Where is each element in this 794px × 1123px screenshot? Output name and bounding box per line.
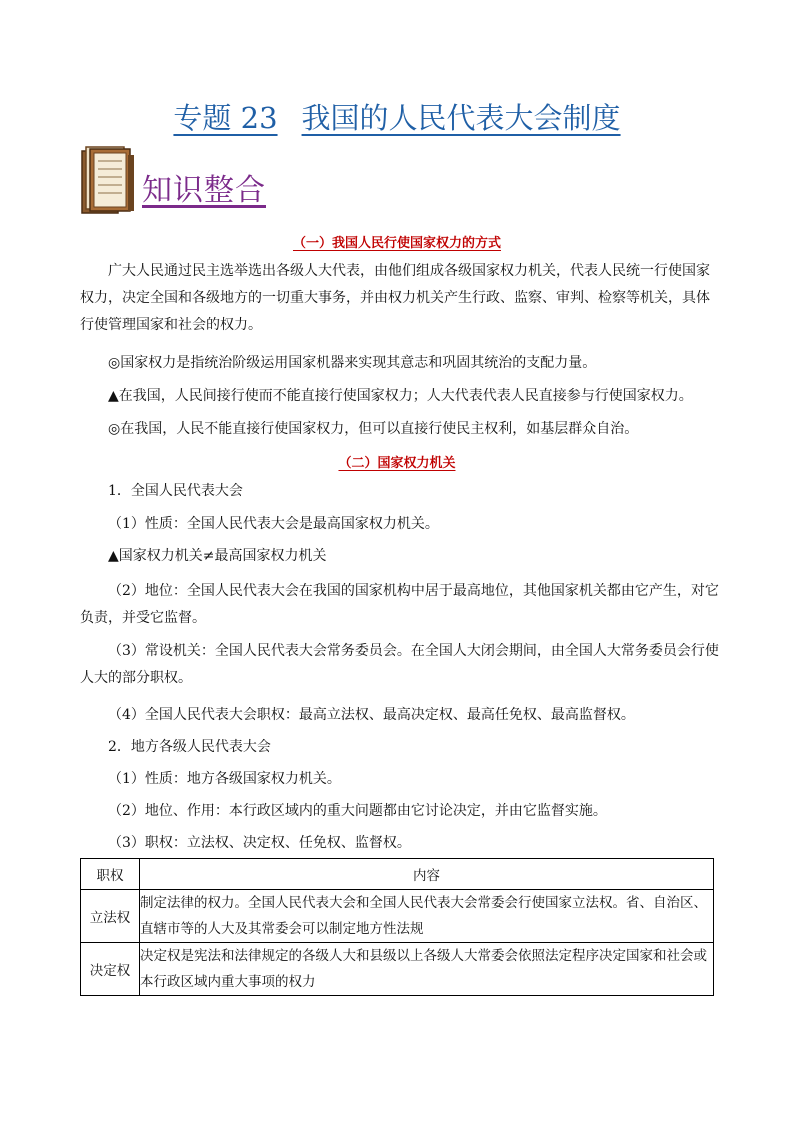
page-title xyxy=(0,96,794,137)
local-nature: （1）性质：地方各级国家权力机关。 xyxy=(108,771,341,787)
knowledge-title: 知识整合 xyxy=(142,173,266,208)
table-cell-power-name: 决定权 xyxy=(81,943,140,996)
npc-powers: （4）全国人民代表大会职权：最高立法权、最高决定权、最高任免权、最高监督权。 xyxy=(108,707,635,723)
title-text: 我国的人民代表大会制度 xyxy=(301,101,621,135)
table-row xyxy=(81,890,714,943)
title-number: 专题 23 xyxy=(173,101,278,135)
local-powers: （3）职权：立法权、决定权、任免权、监督权。 xyxy=(108,835,411,851)
table-row xyxy=(81,943,714,996)
note-indirect-power: ▲在我国，人民间接行使而不能直接行使国家权力；人大代表代表人民直接参与行使国家权力。 xyxy=(108,388,693,404)
npc-status: （2）地位：全国人民代表大会在我国的国家机构中居于最高地位，其他国家机关都由它产生，对它负责，并受它监督。 xyxy=(80,583,719,626)
note-state-power: ◎国家权力是指统治阶级运用国家机器来实现其意志和巩固其统治的支配力量。 xyxy=(108,355,597,371)
table-cell-power-content: 决定权是宪法和法律规定的各级人大和县级以上各级人大常委会依照法定程序决定国家和社会或本行政区域内重大事项的权力 xyxy=(140,943,714,996)
subheading-local-congress: 2．地方各级人民代表大会 xyxy=(108,739,271,755)
table-header-content: 内容 xyxy=(140,859,714,890)
npc-standing-body: （3）常设机关：全国人民代表大会常务委员会。在全国人大闭会期间，由全国人大常务委员会行使人大的部分职权。 xyxy=(80,643,719,686)
table-header-power: 职权 xyxy=(81,859,140,890)
npc-note: ▲国家权力机关≠最高国家权力机关 xyxy=(108,548,327,564)
paragraph-exercise-power: 广大人民通过民主选举选出各级人大代表，由他们组成各级国家权力机关，代表人民统一行使国家权力，决定全国和各级地方的一切重大事务，并由权力机关产生行政、监察、审判、检察等机关，具体行使管理国家和社会的权力。 xyxy=(80,263,710,333)
section-heading-1: （一）我国人民行使国家权力的方式 xyxy=(292,236,501,251)
section-heading-2: （二）国家权力机关 xyxy=(338,456,456,471)
knowledge-header xyxy=(80,143,300,215)
table-cell-power-content: 制定法律的权力。全国人民代表大会和全国人民代表大会常委会行使国家立法权。省、自治区、直辖市等的人大及其常委会可以制定地方性法规 xyxy=(140,890,714,943)
subheading-npc: 1．全国人民代表大会 xyxy=(108,483,243,499)
npc-nature: （1）性质：全国人民代表大会是最高国家权力机关。 xyxy=(108,516,439,532)
table-header-row xyxy=(81,859,714,890)
book-icon xyxy=(80,145,136,215)
powers-table xyxy=(80,858,714,996)
note-democratic-rights: ◎在我国，人民不能直接行使国家权力，但可以直接行使民主权利，如基层群众自治。 xyxy=(108,421,639,437)
local-role: （2）地位、作用：本行政区域内的重大问题都由它讨论决定，并由它监督实施。 xyxy=(108,803,607,819)
table-cell-power-name: 立法权 xyxy=(81,890,140,943)
